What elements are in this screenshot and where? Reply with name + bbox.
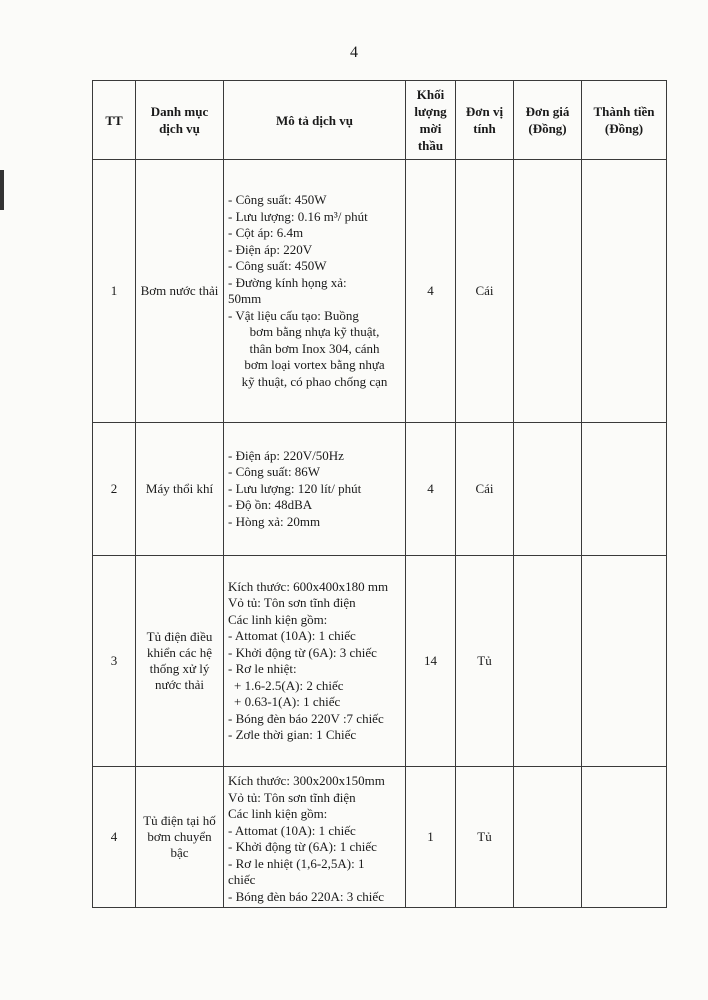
table-row [93,556,667,767]
desc-line: kỹ thuật, có phao chống cạn [241,373,388,389]
cell-tt: 4 [93,767,136,908]
scan-edge-mark [0,170,4,210]
desc-line: - Công suất: 450W [228,192,327,207]
cell-quantity: 4 [406,423,456,556]
cell-name: Tủ điện tại hố bơm chuyển bậc [136,767,224,908]
cell-description [224,160,406,423]
cell-name: Tủ điện điều khiển các hệ thống xử lý nước thải [136,556,224,767]
page-number: 4 [350,44,358,61]
cell-tt: 2 [93,423,136,556]
cell-description [224,556,406,767]
desc-line: - Vật liệu cấu tạo: Buồng [228,307,359,323]
desc-line: - Bóng đèn báo 220A: 3 chiếc [228,888,384,904]
desc-line: - Attomat (10A): 1 chiếc [228,822,356,838]
header-description: Mô tả dịch vụ [224,81,406,160]
desc-line: Kích thước: 600x400x180 mm [228,578,389,594]
cell-quantity: 4 [406,160,456,423]
desc-line: - Cột áp: 6.4m [228,225,304,240]
desc-line: - Lưu lượng: 120 lít/ phút [228,480,362,496]
cell-name: Bơm nước thải [136,160,224,423]
header-total: Thành tiền (Đồng) [582,81,667,160]
cell-tt: 3 [93,556,136,767]
desc-line: - Công suất: 86W [228,464,321,480]
desc-line: Vỏ tủ: Tôn sơn tĩnh điện [228,789,356,805]
cell-unit-price [514,556,582,767]
header-tt: TT [93,81,136,160]
header-quantity: Khối lượng mời thầu [406,81,456,160]
cell-unit-price [514,767,582,908]
desc-line: - Độ ồn: 48dBA [228,497,313,513]
table-row [93,767,667,908]
desc-line: - Hòng xả: 20mm [228,513,321,529]
cell-description [224,767,406,908]
desc-line: - Điện áp: 220V/50Hz [228,447,344,463]
cell-name: Máy thổi khí [136,423,224,556]
desc-line: - Khởi động từ (6A): 1 chiếc [228,839,377,854]
desc-line: - Rơ le nhiệt: [228,661,297,676]
table-row [93,160,667,423]
desc-line: - Khởi động từ (6A): 3 chiếc [228,644,377,660]
desc-line: - Attomat (10A): 1 chiếc [228,628,356,643]
cell-total [582,767,667,908]
desc-line: - Đường kính họng xả: [228,274,347,290]
desc-line: - Bóng đèn báo 220V :7 chiếc [228,710,384,726]
desc-line: Các linh kiện gồm: [228,806,328,821]
cell-unit-price [514,423,582,556]
desc-line: + 1.6-2.5(A): 2 chiếc [234,677,344,693]
table-row [93,423,667,556]
desc-line: - Rơ le nhiệt (1,6-2,5A): 1 [228,855,365,871]
service-table [92,80,667,908]
desc-line: Các linh kiện gồm: [228,611,328,627]
desc-line: bơm loại vortex bằng nhựa [244,357,385,372]
cell-unit: Cái [456,423,514,556]
header-category: Danh mục dịch vụ [136,81,224,160]
desc-line: - Zơle thời gian: 1 Chiếc [228,727,357,742]
desc-line: - Lưu lượng: 0.16 m³/ phút [228,208,368,224]
cell-total [582,423,667,556]
cell-unit-price [514,160,582,423]
desc-line: Vỏ tủ: Tôn sơn tĩnh điện [228,595,356,610]
cell-unit: Cái [456,160,514,423]
cell-quantity: 1 [406,767,456,908]
desc-line: - Công suất: 450W [228,258,327,273]
header-unit: Đơn vị tính [456,81,514,160]
desc-line: thân bơm Inox 304, cánh [249,340,380,356]
cell-description [224,423,406,556]
cell-total [582,556,667,767]
desc-line: - Điện áp: 220V [228,241,313,257]
cell-quantity: 14 [406,556,456,767]
cell-tt: 1 [93,160,136,423]
table-header-row [93,81,667,160]
header-unit-price: Đơn giá (Đồng) [514,81,582,160]
desc-line: chiếc [228,872,256,887]
desc-line: Kích thước: 300x200x150mm [228,773,385,788]
desc-line: + 0.63-1(A): 1 chiếc [234,694,341,709]
desc-line: 50mm [228,291,262,306]
desc-line: bơm bằng nhựa kỹ thuật, [249,324,380,339]
cell-unit: Tủ [456,767,514,908]
cell-total [582,160,667,423]
cell-unit: Tủ [456,556,514,767]
